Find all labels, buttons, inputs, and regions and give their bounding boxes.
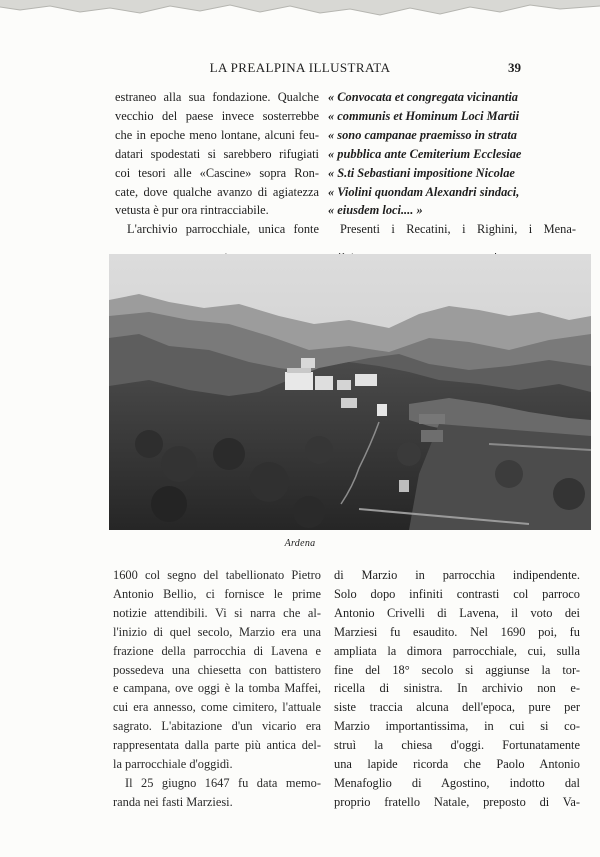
text-line: fine del 18° secolo si aggiunse la tor- <box>334 662 580 677</box>
text-line: proprio fratello Natale, preposto di Va- <box>334 794 580 809</box>
latin-quote-line: « Violini quondam Alexandri sindaci, <box>328 184 520 199</box>
text-line: la parrocchiale d'oggidì. <box>113 757 233 772</box>
text-line: possedeva una chiesetta con battistero <box>113 662 321 677</box>
text-line: frazione della parrocchia di Lavena e <box>113 643 321 658</box>
text-line: una lapide ricorda che Paolo Antonio <box>334 757 580 772</box>
torn-paper-edge <box>0 0 600 22</box>
latin-quote-line: « pubblica ante Cemiterium Ecclesiae <box>328 146 522 161</box>
text-line: siste traccia alcuna dell'epoca, pure per <box>334 700 580 715</box>
text-line: notizie attendibili. Vi si narra che al- <box>113 605 321 620</box>
text-line: che in epoche meno lontane, alcuni feu- <box>115 127 319 142</box>
text-line: L'archivio parrocchiale, unica fonte <box>127 222 319 237</box>
text-line: Solo dopo infiniti contrasti col parroco <box>334 586 580 601</box>
text-line: cui era annesso, come cimitero, l'attuale <box>113 700 321 715</box>
latin-quote-line: « eiusdem loci.... » <box>328 203 423 218</box>
text-line: Marzio importantissima, in cui si co- <box>334 719 580 734</box>
ardena-landscape-photo <box>109 254 591 530</box>
text-line: randa nei fasti Marziesi. <box>113 794 233 809</box>
text-line: Antonio Crivelli di Lavena, il voto dei <box>334 605 580 620</box>
magazine-title: LA PREALPINA ILLUSTRATA <box>209 60 391 75</box>
text-line: cate, dove qualche avanzo di agiatezza <box>115 184 319 199</box>
text-line: vetusta è pur ora rintracciabile. <box>115 203 269 218</box>
text-line: vecchio del paese invece sosterrebbe <box>115 108 319 123</box>
text-line: Antonio Bellio, ci fornisce le prime <box>113 586 321 601</box>
text-line: coi tesori alle «Cascine» sopra Ron- <box>115 165 319 180</box>
bottom-right-column <box>334 566 580 812</box>
text-line: e campana, ove oggi è la tomba Maffei, <box>113 681 321 696</box>
text-line: Menafoglio di Agostino, indotto dal <box>334 775 580 790</box>
latin-quote-line: « communis et Hominum Loci Martii <box>328 108 520 123</box>
photo-caption: Ardena <box>284 538 316 549</box>
text-line: rappresentata dalla parte più antica del- <box>113 738 321 753</box>
text-line: datari spodestati si sarebbero rifugiati <box>115 146 319 161</box>
text-line: struì la chiesa d'oggi. Fortunatamente <box>334 738 580 753</box>
bottom-left-column <box>113 566 321 812</box>
text-line: Presenti i Recatini, i Righini, i Mena- <box>340 222 576 237</box>
text-line: ampliata la dimora parrocchiale, cui, sulla <box>334 643 580 658</box>
page-gap <box>0 243 600 253</box>
text-line: di Marzio in parrocchia indipendente. <box>334 568 580 582</box>
text-line: Marziesi fu esaudito. Nel 1690 poi, fu <box>334 624 580 639</box>
text-line: l'inizio di quel secolo, Marzio era una <box>113 624 321 639</box>
text-line: Il 25 giugno 1647 fu data memo- <box>125 775 321 790</box>
text-line: estraneo alla sua fondazione. Qualche <box>115 90 319 104</box>
latin-quote-line: « S.ti Sebastiani impositione Nicolae <box>328 165 515 180</box>
latin-quote-line: « sono campanae praemisso in strata <box>328 127 517 142</box>
text-line: ricella di sinistra. In archivio non e- <box>334 681 580 696</box>
text-line: sagrato. L'abitazione d'un vicario era <box>113 719 321 734</box>
text-line: 1600 col segno del tabellionato Pietro <box>113 568 321 582</box>
page-number: 39 <box>508 60 521 75</box>
latin-quote-line: « Convocata et congregata vicinantia <box>328 90 518 104</box>
